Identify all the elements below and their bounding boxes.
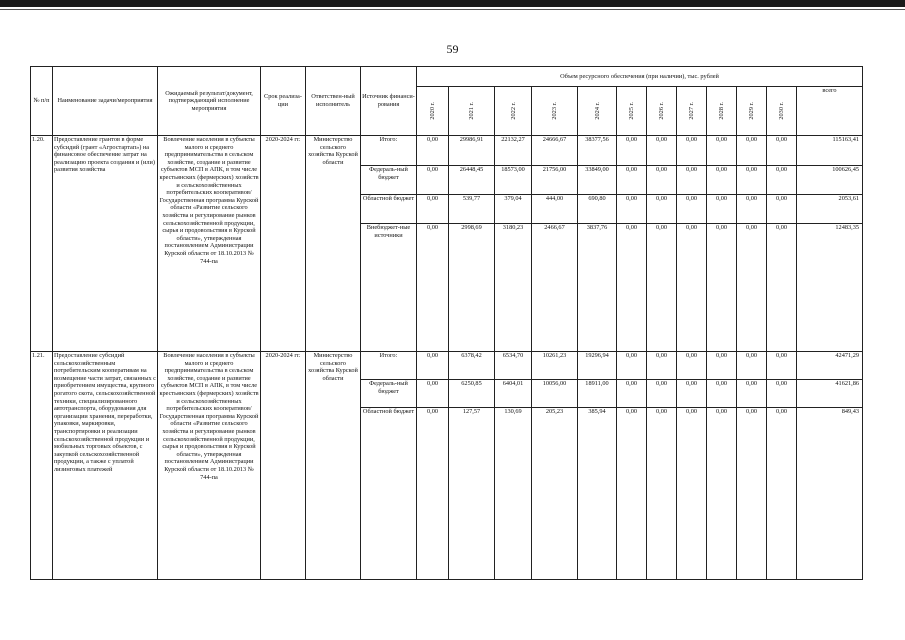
year-header-2021: 2021 г.: [449, 87, 495, 136]
source-name: Областной бюджет: [361, 408, 417, 580]
value-cell: 0,00: [677, 352, 707, 380]
value-cell: 0,00: [417, 166, 449, 195]
row-term: 2020-2024 гг.: [261, 136, 306, 352]
value-cell: 0,00: [677, 380, 707, 408]
value-cell: 2466,67: [532, 224, 578, 352]
value-cell: 18573,00: [495, 166, 532, 195]
year-header-2024: 2024 г.: [578, 87, 617, 136]
source-name: Федераль-ный бюджет: [361, 380, 417, 408]
value-cell: 19296,94: [578, 352, 617, 380]
value-cell: 0,00: [767, 224, 797, 352]
value-cell: 0,00: [617, 195, 647, 224]
row-executor: Министерство сельского хозяйства Курской области: [306, 136, 361, 352]
page-number: 59: [446, 42, 459, 56]
value-cell: 6378,42: [449, 352, 495, 380]
year-header-2025: 2025 г.: [617, 87, 647, 136]
value-cell: 539,77: [449, 195, 495, 224]
value-cell: 6534,70: [495, 352, 532, 380]
value-cell: 0,00: [707, 408, 737, 580]
year-header-2028: 2028 г.: [707, 87, 737, 136]
table-row: [31, 352, 863, 380]
value-cell: 0,00: [617, 408, 647, 580]
year-header-2030: 2030 г.: [767, 87, 797, 136]
year-header-2023: 2023 г.: [532, 87, 578, 136]
value-cell: 2998,69: [449, 224, 495, 352]
value-cell: 0,00: [647, 224, 677, 352]
total-cell: 2053,61: [797, 195, 863, 224]
header-total: всего: [797, 87, 863, 136]
value-cell: 0,00: [677, 136, 707, 166]
value-cell: 0,00: [707, 380, 737, 408]
value-cell: 10056,00: [532, 380, 578, 408]
value-cell: 0,00: [767, 166, 797, 195]
value-cell: 0,00: [737, 380, 767, 408]
value-cell: 0,00: [677, 224, 707, 352]
value-cell: 0,00: [737, 166, 767, 195]
value-cell: 0,00: [767, 352, 797, 380]
value-cell: 29986,91: [449, 136, 495, 166]
value-cell: 690,80: [578, 195, 617, 224]
value-cell: 0,00: [767, 136, 797, 166]
value-cell: 0,00: [417, 136, 449, 166]
value-cell: 0,00: [767, 195, 797, 224]
row-result: Вовлечение населения в субъекты малого и среднего предпринимательства в сельском хозяйстве, создание и развитие субъектов МСП в АПК, в том числе крестьянских (фермерских) хозяйств и сельскохозяйственных потребительских кооперативов/Государственная программа Курской области «Развитие сельского хозяйства и регулирование рынков сельскохозяйственной продукции, сырья и продовольствия в Курской области», утвержденная постановлением Администрации Курской области от 18.10.2013 № 744-па: [158, 136, 261, 352]
value-cell: 0,00: [707, 136, 737, 166]
row-term: 2020-2024 гг.: [261, 352, 306, 580]
value-cell: 0,00: [417, 408, 449, 580]
header-source: Источник финанси-рования: [361, 67, 417, 136]
row-task: Предоставление грантов в форме субсидий (грант «Агростартап») на финансовое обеспечение затрат на реализацию проекта создания и (или) развития хозяйства: [53, 136, 158, 352]
row-executor: Министерство сельского хозяйства Курской области: [306, 352, 361, 580]
value-cell: 0,00: [707, 352, 737, 380]
resource-table: [30, 66, 863, 580]
row-result: Вовлечение населения в субъекты малого и среднего предпринимательства в сельском хозяйстве, создание и развитие субъектов МСП в АПК, в том числе крестьянских (фермерских) хозяйств и сельскохозяйственных потребительских кооперативов/Государственная программа Курской области «Развитие сельского хозяйства и регулирование рынков сельскохозяйственной продукции, сырья и продовольствия в Курской области», утвержденная постановлением Администрации Курской области от 18.10.2013 № 744-па: [158, 352, 261, 580]
value-cell: 6404,01: [495, 380, 532, 408]
value-cell: 0,00: [737, 195, 767, 224]
value-cell: 0,00: [707, 195, 737, 224]
value-cell: 0,00: [417, 352, 449, 380]
total-cell: 115163,41: [797, 136, 863, 166]
value-cell: 0,00: [647, 136, 677, 166]
header-volume: Объем ресурсного обеспечения (при наличии), тыс. рублей: [417, 67, 863, 87]
value-cell: 0,00: [417, 380, 449, 408]
year-header-2022: 2022 г.: [495, 87, 532, 136]
value-cell: 0,00: [677, 195, 707, 224]
value-cell: 0,00: [767, 408, 797, 580]
table-row: [31, 136, 863, 166]
value-cell: 0,00: [617, 352, 647, 380]
value-cell: 127,57: [449, 408, 495, 580]
value-cell: 379,04: [495, 195, 532, 224]
value-cell: 0,00: [707, 166, 737, 195]
value-cell: 0,00: [617, 224, 647, 352]
value-cell: 0,00: [737, 136, 767, 166]
year-header-2020: 2020 г.: [417, 87, 449, 136]
source-name: Федераль-ный бюджет: [361, 166, 417, 195]
total-cell: 12483,35: [797, 224, 863, 352]
value-cell: 444,00: [532, 195, 578, 224]
header-task: Наименование задачи/мероприятия: [53, 67, 158, 136]
total-cell: 41621,86: [797, 380, 863, 408]
source-name: Итого:: [361, 352, 417, 380]
value-cell: 130,69: [495, 408, 532, 580]
value-cell: 0,00: [677, 166, 707, 195]
header-num: № п/п: [31, 67, 53, 136]
value-cell: 0,00: [647, 352, 677, 380]
year-header-2027: 2027 г.: [677, 87, 707, 136]
value-cell: 205,23: [532, 408, 578, 580]
value-cell: 0,00: [647, 166, 677, 195]
source-name: Внебюджет-ные источники: [361, 224, 417, 352]
value-cell: 38377,56: [578, 136, 617, 166]
value-cell: 24666,67: [532, 136, 578, 166]
value-cell: 0,00: [737, 408, 767, 580]
value-cell: 0,00: [647, 195, 677, 224]
value-cell: 0,00: [647, 380, 677, 408]
year-header-2026: 2026 г.: [647, 87, 677, 136]
value-cell: 0,00: [417, 195, 449, 224]
value-cell: 10261,23: [532, 352, 578, 380]
value-cell: 0,00: [707, 224, 737, 352]
header-executor: Ответствен-ный исполнитель: [306, 67, 361, 136]
value-cell: 3837,76: [578, 224, 617, 352]
source-name: Областной бюджет: [361, 195, 417, 224]
value-cell: 385,94: [578, 408, 617, 580]
value-cell: 0,00: [617, 136, 647, 166]
value-cell: 0,00: [677, 408, 707, 580]
value-cell: 0,00: [737, 352, 767, 380]
value-cell: 0,00: [417, 224, 449, 352]
value-cell: 18911,00: [578, 380, 617, 408]
value-cell: 0,00: [767, 380, 797, 408]
scan-top-border: [0, 0, 905, 7]
value-cell: 0,00: [617, 166, 647, 195]
scan-top-border-thin: [0, 9, 905, 10]
value-cell: 22132,27: [495, 136, 532, 166]
value-cell: 3180,23: [495, 224, 532, 352]
total-cell: 849,43: [797, 408, 863, 580]
value-cell: 0,00: [617, 380, 647, 408]
row-num: 1.20.: [31, 136, 53, 352]
value-cell: 26448,45: [449, 166, 495, 195]
year-header-2029: 2029 г.: [737, 87, 767, 136]
value-cell: 33849,00: [578, 166, 617, 195]
value-cell: 0,00: [647, 408, 677, 580]
source-name: Итого:: [361, 136, 417, 166]
row-task: Предоставление субсидий сельскохозяйственным потребительским кооперативам на возмещение части затрат, связанных с приобретением имущества, крупного рогатого скота, сельскохозяйственной техники, специализированного автотранспорта, оборудования для организации хранения, переработки, упаковки, маркировки, транспортировки и реализации сельскохозяйственной продукции и мобильных торговых объектов, с закупкой сельскохозяйственной продукции, а также с уплатой лизинговых платежей: [53, 352, 158, 580]
row-num: 1.21.: [31, 352, 53, 580]
value-cell: 0,00: [737, 224, 767, 352]
header-result: Ожидаемый результат/документ, подтверждающий исполнение мероприятия: [158, 67, 261, 136]
value-cell: 21756,00: [532, 166, 578, 195]
total-cell: 42471,29: [797, 352, 863, 380]
header-term: Срок реализа-ции: [261, 67, 306, 136]
value-cell: 6250,85: [449, 380, 495, 408]
total-cell: 100626,45: [797, 166, 863, 195]
